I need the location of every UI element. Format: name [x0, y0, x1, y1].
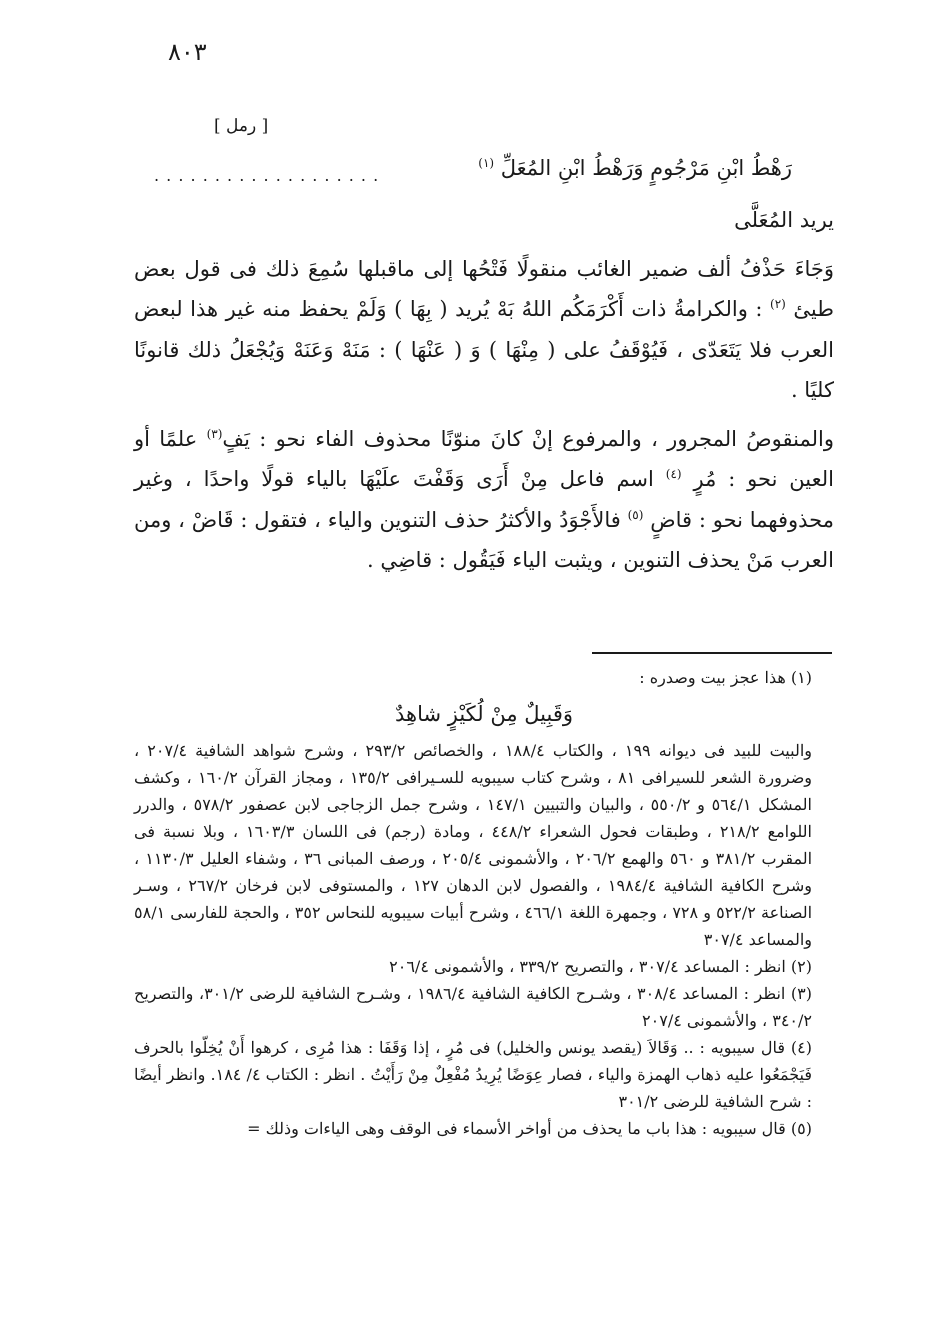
footnote-1-body: والبيت للبيد فى ديوانه ١٩٩ ، والكتاب ١٨٨/٤ ، والخصائص ٢٩٣/٢ ، وشرح شواهد الشافية ٢٠٧/٤ ، وضرورة الشعر للسيرافى ٨١ ، وشرح كتاب سيبويه للسـيرافى ١٣٥/٢ ، ومجاز القرآن ١٦٠/٢ ، وكشف المشكل ٥٦٤/١ و ٥٥٠/٢ ، والبيان والتبيين ١٤٧/١ ، وشرح جمل الزجاجى لابن عصفور ٥٧٨/٢ ، والدرر اللوامع ٢١٨/٢ ، وطبقات فحول الشعراء ٤٤٨/٢ ، ومادة (رجم) فى اللسان ١٦٠٣/٣ ، وبلا نسبة فى المقرب ٣٨١/٢ و ٥٦٠ والهمع ٢٠٦/٢ ، والأشمونى ٢٠٥/٤ ، ورصف المبانى ٣٦ ، وشفاء العليل ١١٣٠/٣ ، وشرح الكافية الشافية ١٩٨٤/٤ ، والفصول لابن الدهان ١٢٧ ، والمستوفى لابن فرخان ٢٦٧/٢ ، وسـر الصناعة ٥٢٢/٢ و ٧٢٨ ، وجمهرة اللغة ٤٦٦/١ ، وشرح أبيات سيبويه للنحاس ٣٥٢ ، والحجة للفارسى ٥٨/١ والمساعد ٣٠٧/٤	[134, 741, 813, 949]
footnote-ref-4: (٤)	[665, 467, 682, 481]
meter-label: [ رمل ]	[214, 116, 269, 136]
footnote-divider	[592, 652, 832, 654]
footnote-2: (٢) انظر : المساعد ٣٠٧/٤ ، والتصريح ٣٣٩/٢ ، والأشمونى ٢٠٦/٤	[389, 957, 812, 976]
verse-text	[478, 156, 792, 180]
paragraph-2-part-b: : والكرامةُ ذات أَكْرَمَكُم اللهُ بَهْ يُريد ( بِهَا ) وَلَمْ يحفظ منه غير هذا لبعض العرب فلا يَتَعَدّى ، فَيُوْقَفُ على ( مِنْهَا ) وَ ( عَنْهَا ) : مَنَهْ وَعَنَهْ وَيُجْعَلُ ذلك قانونًا كليًا .	[134, 297, 834, 402]
footnote-1-intro: (١) هذا عجز بيت وصدره :	[639, 668, 812, 687]
verse-words: رَهْطُ ابْنِ مَرْجُومٍ وَرَهْطُ ابْنِ المُعَلِّ	[500, 156, 792, 180]
paragraph-1: يريد المُعَلَّى	[734, 208, 834, 232]
footnote-1-hemistich: وَقَبِيلٌ مِنْ لُكَيْزٍ شاهِدٌ	[394, 702, 574, 726]
footnote-ref-1: (١)	[478, 156, 495, 170]
paragraph-3	[134, 419, 834, 581]
paragraph-3-part-c: اسم فاعل مِنْ أَرَى وَقَفْتَ علَيْهَا بالياء قولًا واحدًا ، وغير محذوفهما نحو : قاضٍ	[134, 467, 834, 532]
verse-ellipsis: . . . . . . . . . . . . . . . . . . .	[154, 166, 380, 185]
footnotes	[134, 664, 834, 1142]
footnote-4: (٤) قال سيبويه : .. وَقَالاَ (يقصد يونس والخليل) فى مُرٍ ، إذا وَقَفَا : هذا مُرِى ، كرهوا أَنْ يُخِلّوا بالحرف فَيَجْمَعُوا عليه ذهاب الهمزة والياء ، فصار عِوَضًا يُرِيدُ مُفْعِلٌ مِنْ رَأَيْتُ . انظر : الكتاب ٤/ ١٨٤. وانظر أيضًا : شرح الشافية للرضى ٣٠١/٢	[134, 1038, 813, 1111]
footnote-3: (٣) انظر : المساعد ٣٠٨/٤ ، وشـرح الكافية الشافية ١٩٨٦/٤ ، وشـرح الشافية للرضى ٣٠١/٢، والتصريح ٣٤٠/٢ ، والأشمونى ٢٠٧/٤	[134, 984, 813, 1030]
paragraph-2	[134, 249, 834, 411]
footnote-5: (٥) قال سيبويه : هذا باب ما يحذف من أواخر الأسماء فى الوقف وهى الياءات وذلك =	[247, 1119, 812, 1138]
paragraph-2-part-a: وَجَاءَ حَذْفُ ألف ضمير الغائب منقولًا فَتْحُها إلى ماقبلها سُمِعَ ذلك فى قول بعض طيئ	[134, 256, 834, 321]
paragraph-3-part-b: علمًا أو العين نحو : مُرٍ	[134, 426, 834, 491]
verse-line	[150, 156, 792, 192]
main-text	[134, 200, 834, 581]
footnote-ref-2: (٢)	[770, 297, 786, 311]
page-number: ٨٠٣	[168, 38, 207, 66]
paragraph-3-part-d: فالأَجْوَدُ والأكثرُ حذف التنوين والياء ، فتقول : قَاضْ ، ومن العرب مَنْ يحذف التنوين ، ويثبت الياء فَيَقُول : قاضِي .	[134, 507, 834, 572]
paragraph-3-part-a: والمنقوصُ المجرور ، والمرفوع إنْ كانَ منوّنًا محذوف الفاء نحو : يَفٍ	[222, 426, 834, 451]
footnote-ref-5: (٥)	[627, 507, 644, 522]
footnote-ref-3: (٣)	[206, 426, 223, 441]
